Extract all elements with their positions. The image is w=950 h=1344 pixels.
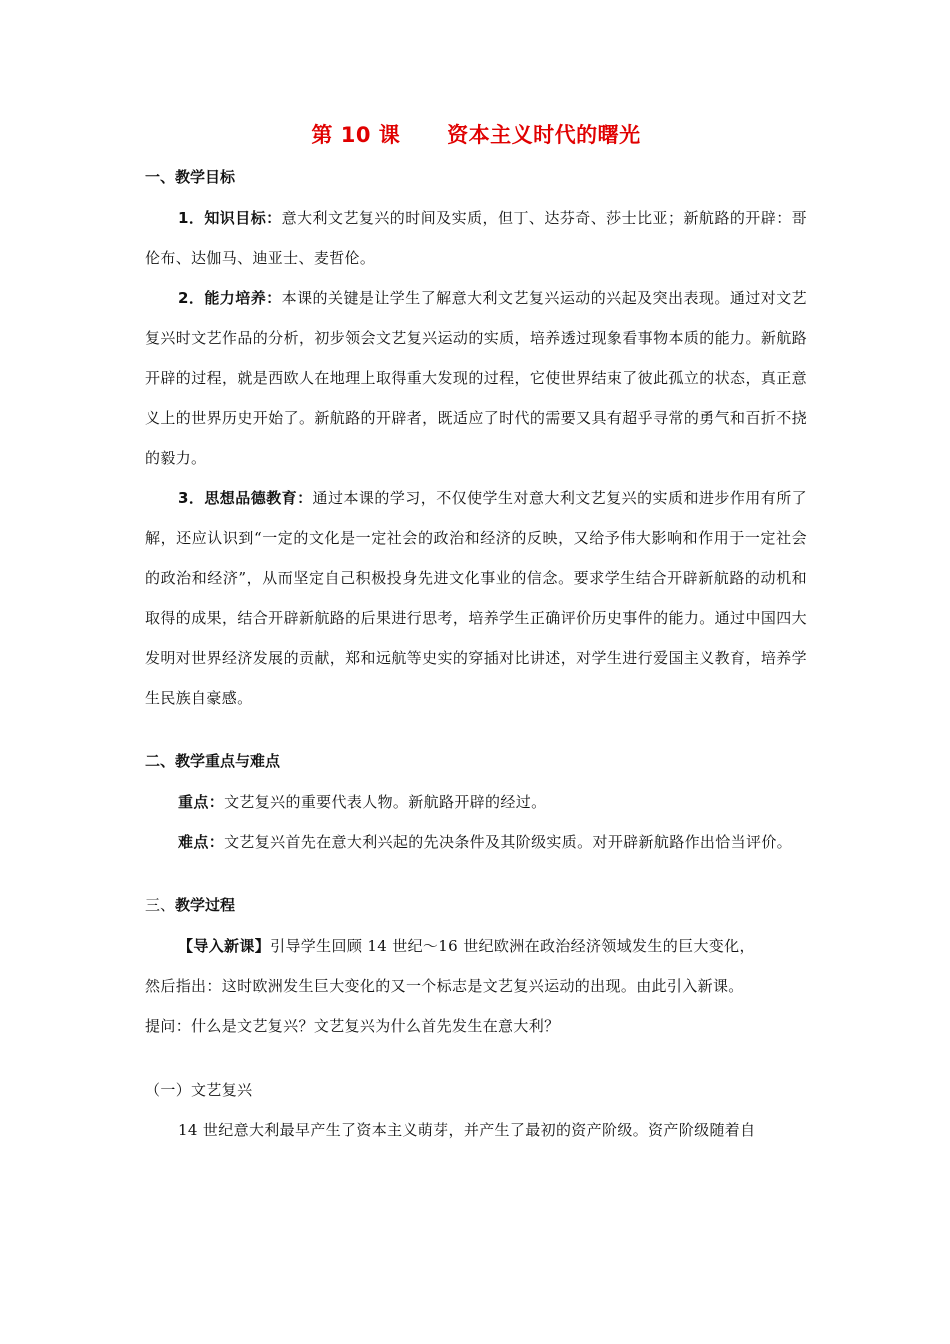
section-heading-focus: 二、教学重点与难点 (145, 752, 281, 770)
intro-paragraph (145, 926, 807, 966)
subsection-heading-renaissance: （一）文艺复兴 (145, 1081, 253, 1099)
focus-text: 文艺复兴的重要代表人物。新航路开辟的经过。 (224, 793, 547, 811)
renaissance-paragraph: 14 世纪意大利最早产生了资本主义萌芽，并产生了最初的资产阶级。资产阶级随着自 (178, 1121, 756, 1139)
objective-ability (145, 278, 807, 478)
objective-label: 3．思想品德教育： (178, 489, 313, 507)
difficulty-paragraph (145, 822, 807, 862)
intro-question: 提问：什么是文艺复兴？文艺复兴为什么首先发生在意大利？ (145, 1017, 560, 1035)
difficulty-label: 难点： (178, 833, 225, 851)
objective-moral (145, 478, 807, 718)
focus-paragraph (145, 782, 807, 822)
objective-text: 本课的关键是让学生了解意大利文艺复兴运动的兴起及突出表现。通过对文艺复兴时文艺作品的分析，初步领会文艺复兴运动的实质，培养透过现象看事物本质的能力。新航路开辟的过程，就是西欧人在地理上取得重大发现的过程，它使世界结束了彼此孤立的状态，真正意义上的世界历史开始了。新航路的开辟者，既适应了时代的需要又具有超乎寻常的勇气和百折不挠的毅力。 (145, 289, 807, 467)
objective-text: 通过本课的学习，不仅使学生对意大利文艺复兴的实质和进步作用有所了解，还应认识到“一定的文化是一定社会的政治和经济的反映，又给予伟大影响和作用于一定社会的政治和经济”，从而坚定自己积极投身先进文化事业的信念。要求学生结合开辟新航路的动机和取得的成果，结合开辟新航路的后果进行思考，培养学生正确评价历史事件的能力。通过中国四大发明对世界经济发展的贡献，郑和远航等史实的穿插对比讲述，对学生进行爱国主义教育，培养学生民族自豪感。 (145, 489, 808, 707)
objective-knowledge (145, 198, 807, 278)
lesson-title: 第 10 课 资本主义时代的曙光 (311, 123, 641, 147)
intro-label: 【导入新课】 (178, 937, 271, 955)
section-number: 三、 (145, 896, 176, 914)
objective-label: 1．知识目标： (178, 209, 282, 227)
intro-paragraph-line2: 然后指出：这时欧洲发生巨大变化的又一个标志是文艺复兴运动的出现。由此引入新课。 (145, 977, 744, 995)
objective-label: 2．能力培养： (178, 289, 282, 307)
section-heading-objectives: 一、教学目标 (145, 168, 236, 186)
objective-text: 意大利文艺复兴的时间及实质，但丁、达芬奇、莎士比亚；新航路的开辟：哥伦布、达伽马、迪亚士、麦哲伦。 (145, 209, 807, 267)
document-page (145, 118, 807, 1150)
section-title: 教学过程 (175, 896, 236, 914)
intro-text: 引导学生回顾 14 世纪～16 世纪欧洲在政治经济领域发生的巨大变化， (270, 937, 755, 955)
focus-label: 重点： (178, 793, 225, 811)
difficulty-text: 文艺复兴首先在意大利兴起的先决条件及其阶级实质。对开辟新航路作出恰当评价。 (224, 833, 793, 851)
section-heading-process (145, 892, 807, 918)
